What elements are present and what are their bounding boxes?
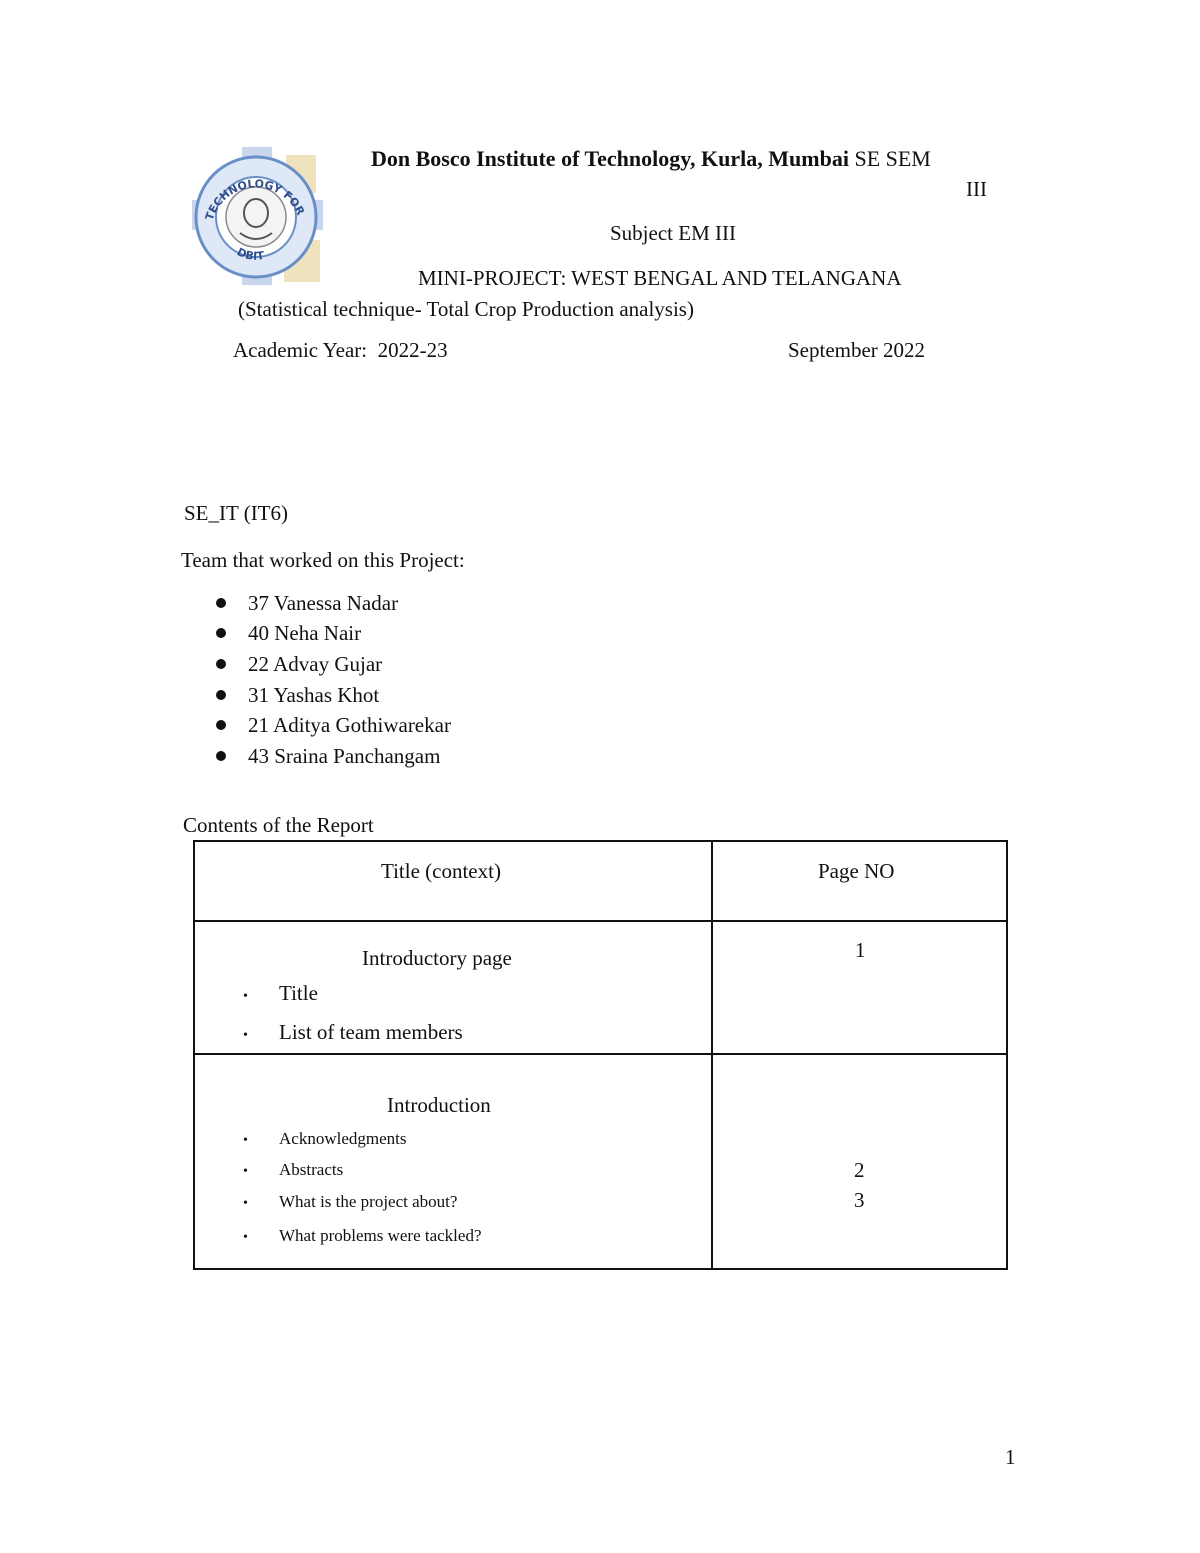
bullet-icon: • xyxy=(243,1164,248,1179)
page-number-cell: 2 xyxy=(854,1158,865,1182)
team-heading: Team that worked on this Project: xyxy=(181,548,465,572)
bullet-icon xyxy=(216,598,226,608)
contents-heading: Contents of the Report xyxy=(183,813,374,837)
bullet-icon xyxy=(216,690,226,700)
dbit-logo xyxy=(190,145,325,287)
page-number-cell: 1 xyxy=(855,938,866,962)
subject: Subject EM III xyxy=(610,221,736,245)
institute-line xyxy=(371,146,931,172)
team-member xyxy=(216,744,440,769)
page-number: 1 xyxy=(1005,1445,1016,1469)
bullet-icon xyxy=(216,659,226,669)
section-heading: Introductory page xyxy=(362,946,512,970)
bullet-icon: • xyxy=(243,1230,248,1245)
logo-dbit: DBIT xyxy=(235,245,266,263)
technique: (Statistical technique- Total Crop Production analysis) xyxy=(238,297,694,321)
project-title: MINI-PROJECT: WEST BENGAL AND TELANGANA xyxy=(418,266,902,290)
table-row-divider xyxy=(195,1053,1006,1055)
bullet-icon xyxy=(216,720,226,730)
bullet-icon: • xyxy=(243,1196,248,1211)
bullet-icon: • xyxy=(243,989,248,1004)
list-item-label: Title xyxy=(279,981,318,1005)
academic-year: Academic Year: 2022-23 xyxy=(233,338,448,362)
date: September 2022 xyxy=(788,338,926,362)
list-item-label: What problems were tackled? xyxy=(279,1226,482,1245)
team-member-name: 21 Aditya Gothiwarekar xyxy=(248,713,451,737)
list-item xyxy=(243,1160,343,1180)
team-member-name: 43 Sraina Panchangam xyxy=(248,744,441,768)
list-item xyxy=(243,1226,482,1246)
team-member-name: 40 Neha Nair xyxy=(248,621,362,645)
team-member xyxy=(216,652,382,677)
team-member-name: 31 Yashas Khot xyxy=(248,683,380,707)
bullet-icon xyxy=(216,751,226,761)
page-number-cell: 3 xyxy=(854,1188,865,1212)
team-member-name: 37 Vanessa Nadar xyxy=(248,591,399,615)
team-member xyxy=(216,591,398,616)
logo-motto: TECHNOLOGY FOR xyxy=(202,177,307,223)
section-heading: Introduction xyxy=(387,1093,491,1117)
institute-name: Don Bosco Institute of Technology, Kurla, Mumbai xyxy=(371,146,849,171)
bullet-icon: • xyxy=(243,1028,248,1043)
column-header-title: Title (context) xyxy=(381,859,501,883)
table-row-divider xyxy=(195,920,1006,922)
team-member xyxy=(216,621,361,646)
list-item xyxy=(243,1129,406,1149)
list-item-label: Acknowledgments xyxy=(279,1129,407,1148)
list-item-label: Abstracts xyxy=(279,1160,344,1179)
table-column-divider xyxy=(711,842,713,1268)
team-member-name: 22 Advay Gujar xyxy=(248,652,383,676)
bullet-icon: • xyxy=(243,1133,248,1148)
semester-roman: III xyxy=(966,177,987,201)
list-item xyxy=(243,1192,457,1212)
semester: SE SEM xyxy=(854,146,931,171)
list-item xyxy=(243,1020,463,1045)
team-member xyxy=(216,713,451,738)
list-item xyxy=(243,981,318,1006)
class-code: SE_IT (IT6) xyxy=(184,501,289,525)
column-header-page: Page NO xyxy=(818,859,895,883)
list-item-label: What is the project about? xyxy=(279,1192,458,1211)
contents-table xyxy=(193,840,1008,1270)
team-member xyxy=(216,683,379,708)
bullet-icon xyxy=(216,628,226,638)
list-item-label: List of team members xyxy=(279,1020,463,1044)
